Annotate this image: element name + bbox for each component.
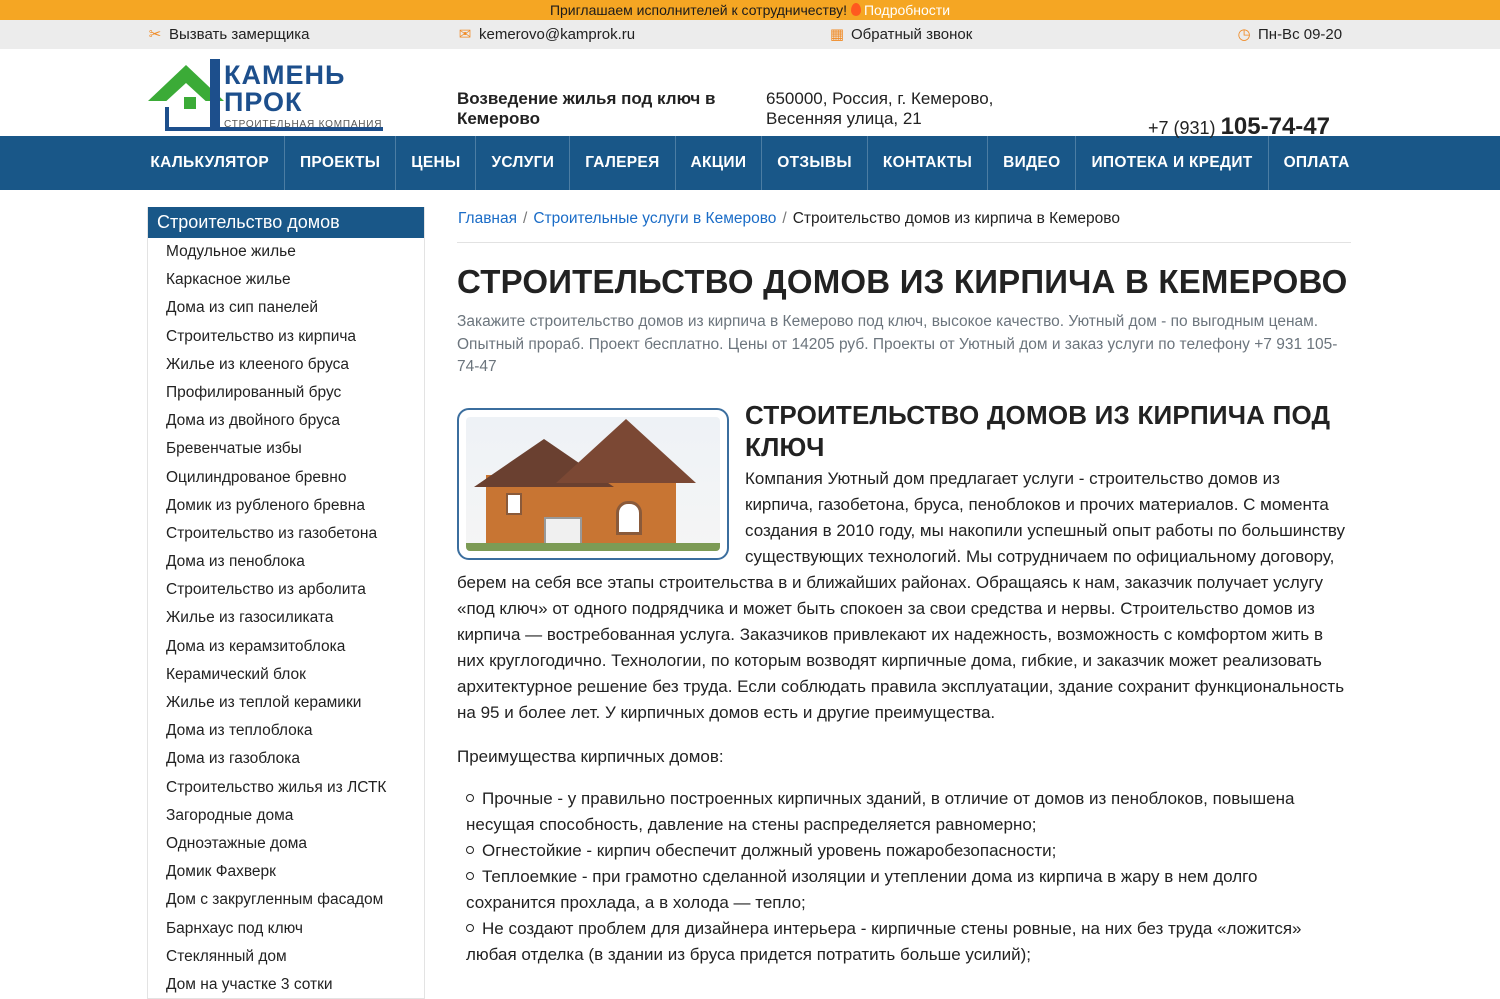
ruler-pencil-icon: ✂ <box>148 26 162 43</box>
nav-item-prices[interactable]: ЦЕНЫ <box>396 136 476 190</box>
site-header <box>0 49 1500 140</box>
sidebar-item[interactable]: Стеклянный дом <box>166 947 287 965</box>
list-item <box>466 786 1351 838</box>
call-measurer-link[interactable] <box>147 20 310 49</box>
house-lawn <box>466 543 720 551</box>
email-label: kemerovo@kamprok.ru <box>479 26 636 43</box>
list-item <box>466 838 1351 864</box>
header-phone[interactable] <box>1148 113 1330 141</box>
advantage-text: Прочные - у правильно построенных кирпичных зданий, в отличие от домов из пеноблоков, повышена несущая способность, давление на стены распределяется равномерно; <box>466 789 1295 835</box>
sidebar-item[interactable]: Каркасное жилье <box>166 271 291 289</box>
sidebar-item[interactable]: Дома из теплоблока <box>166 722 313 740</box>
sidebar-item[interactable]: Дома из двойного бруса <box>166 412 341 430</box>
sidebar-item[interactable]: Жилье из клееного бруса <box>166 355 350 373</box>
callback-link[interactable] <box>829 20 972 49</box>
sidebar-item[interactable]: Модульное жилье <box>166 243 296 260</box>
circle-bullet-icon <box>466 924 474 932</box>
phone-main: 105-74-47 <box>1220 113 1330 140</box>
house-garage-door <box>544 517 582 545</box>
house-window <box>506 493 522 515</box>
promo-bar <box>0 0 1500 20</box>
list-item <box>466 916 1351 968</box>
calendar-icon: ▦ <box>829 26 845 43</box>
page-lead: Закажите строительство домов из кирпича в Кемерово под ключ, высокое качество. Уютный дом - по выгодным ценам. Опытный прораб. Проект бесплатно. Цены от 14205 руб. Проекты от Уютный дом и заказ услуги по телефону +7 931 105-74-47 <box>457 313 1338 375</box>
envelope-icon: ✉ <box>458 26 472 43</box>
breadcrumb <box>457 207 1351 243</box>
advantage-text: Не создают проблем для дизайнера интерьера - кирпичные стены ровные, на них без труда «ложится» любая отделка (в здании из бруса придется потратить больше усилий); <box>466 919 1302 965</box>
nav-item-calculator[interactable]: КАЛЬКУЛЯТОР <box>135 136 285 190</box>
nav-item-projects[interactable]: ПРОЕКТЫ <box>285 136 396 190</box>
phone-prefix: +7 (931) <box>1148 118 1216 138</box>
nav-item-payment[interactable]: ОПЛАТА <box>1283 154 1350 171</box>
page-title: СТРОИТЕЛЬСТВО ДОМОВ ИЗ КИРПИЧА В КЕМЕРОВО <box>457 263 1348 300</box>
logo-line-1: КАМЕНЬ <box>224 60 346 90</box>
circle-bullet-icon <box>466 794 474 802</box>
nav-item-gallery[interactable]: ГАЛЕРЕЯ <box>570 136 675 190</box>
sidebar-item[interactable]: Дом на участке 3 сотки <box>166 975 333 993</box>
sidebar-item[interactable]: Бревенчатые избы <box>166 440 302 458</box>
company-logo[interactable] <box>148 57 383 135</box>
sidebar-item[interactable]: Профилированный брус <box>166 383 342 401</box>
breadcrumb-separator: / <box>523 210 528 227</box>
logo-pillar <box>210 59 220 131</box>
circle-bullet-icon <box>466 872 474 880</box>
breadcrumb-section[interactable]: Строительные услуги в Кемерово <box>533 210 777 227</box>
working-hours <box>1236 20 1342 49</box>
sidebar-menu <box>147 207 425 999</box>
sidebar-item[interactable]: Дома из сип панелей <box>166 299 319 317</box>
sidebar-item[interactable]: Строительство жилья из ЛСТК <box>166 778 387 796</box>
brick-house-image <box>466 417 720 551</box>
sidebar-item[interactable]: Оцилиндрованое бревно <box>166 468 347 486</box>
article <box>457 399 1351 969</box>
callback-label: Обратный звонок <box>851 26 973 43</box>
house-arch-window <box>616 501 642 535</box>
breadcrumb-current: Строительство домов из кирпича в Кемерово <box>792 210 1120 227</box>
promo-text: Приглашаем исполнителей к сотрудничеству! <box>549 2 847 18</box>
advantages-list <box>457 786 1351 968</box>
sidebar-item[interactable]: Барнхаус под ключ <box>166 919 304 937</box>
list-item <box>466 864 1351 916</box>
sidebar-item[interactable]: Жилье из газосиликата <box>166 609 334 627</box>
sidebar-item[interactable]: Одноэтажные дома <box>166 834 307 852</box>
nav-item-contacts[interactable]: КОНТАКТЫ <box>868 136 988 190</box>
top-contact-bar <box>0 20 1500 49</box>
main-content <box>457 207 1351 968</box>
sidebar-item[interactable]: Строительство из кирпича <box>166 327 357 345</box>
header-address: 650000, Россия, г. Кемерово, Весенняя улица, 21 <box>766 89 994 128</box>
header-tagline: Возведение жилья под ключ в Кемерово <box>457 89 716 128</box>
logo-line-2: ПРОК <box>224 87 303 117</box>
sidebar-item[interactable]: Дом с закругленным фасадом <box>166 891 384 909</box>
clock-icon: ◷ <box>1237 26 1251 43</box>
sidebar-title[interactable]: Строительство домов <box>148 207 424 238</box>
nav-item-reviews[interactable]: ОТЗЫВЫ <box>762 136 868 190</box>
nav-item-mortgage[interactable]: ИПОТЕКА И КРЕДИТ <box>1076 136 1268 190</box>
logo-line-3: СТРОИТЕЛЬНАЯ КОМПАНИЯ <box>224 119 383 130</box>
sidebar-item[interactable]: Домик из рубленого бревна <box>166 496 365 514</box>
sidebar-item[interactable]: Керамический блок <box>166 665 306 683</box>
sidebar-item[interactable]: Дома из керамзитоблока <box>166 637 346 655</box>
advantage-text: Теплоемкие - при грамотно сделанной изоляции и утеплении дома из кирпича в жару в нем долго сохранится прохлада, а в холода — тепло; <box>466 867 1258 913</box>
breadcrumb-home[interactable]: Главная <box>458 210 517 227</box>
sidebar-item[interactable]: Загородные дома <box>166 806 294 824</box>
advantages-title: Преимущества кирпичных домов: <box>457 747 724 767</box>
sidebar-item[interactable]: Строительство из газобетона <box>166 524 378 542</box>
sidebar-item[interactable]: Домик Фахверк <box>166 863 276 881</box>
flame-icon <box>851 3 861 16</box>
sidebar-item[interactable]: Дома из газоблока <box>166 750 301 768</box>
house-roof-right <box>556 419 696 483</box>
sidebar-item[interactable]: Строительство из арболита <box>166 581 366 599</box>
breadcrumb-separator: / <box>782 210 787 227</box>
sidebar-item[interactable]: Жилье из теплой керамики <box>166 694 362 711</box>
nav-item-video[interactable]: ВИДЕО <box>988 136 1076 190</box>
email-link[interactable] <box>457 20 635 49</box>
call-measurer-label: Вызвать замерщика <box>169 26 310 43</box>
main-nav <box>0 136 1500 190</box>
sidebar-item[interactable]: Дома из пеноблока <box>166 553 305 571</box>
advantage-text: Огнестойкие - кирпич обеспечит должный уровень пожаробезопасности; <box>482 841 1057 861</box>
working-hours-label: Пн-Вс 09-20 <box>1258 26 1343 43</box>
section-title: СТРОИТЕЛЬСТВО ДОМОВ ИЗ КИРПИЧА ПОД КЛЮЧ <box>745 399 1331 462</box>
promo-details-link[interactable]: Подробности <box>863 2 951 18</box>
nav-item-services[interactable]: УСЛУГИ <box>476 136 570 190</box>
circle-bullet-icon <box>466 846 474 854</box>
article-body: Компания Уютный дом предлагает услуги - строительство домов из кирпича, газобетона, бруса, пеноблоков и прочих материалов. С момента создания в 2010 году, мы накопили успешный опыт работы по большинству существующих технологий. Мы сотрудничаем по официальному договору, берем на себя все этапы строительства в и ближайших районах. Обращаясь к нам, заказчик получает услугу «под ключ» от одного подрядчика и может быть спокоен за свои средства и нервы. Строительство домов из кирпича — востребованная услуга. Заказчиков привлекают их надежность, возможность с комфортом жить в них круглогодично. Технологии, по которым возводят кирпичные дома, гибкие, и заказчик может реализовать архитектурное решение без труда. Если соблюдать правила эксплуатации, здание сохранит функциональность на 95 и более лет. У кирпичных домов есть и другие преимущества. <box>457 468 1346 723</box>
house-photo[interactable] <box>457 408 729 560</box>
nav-item-promotions[interactable]: АКЦИИ <box>676 136 763 190</box>
